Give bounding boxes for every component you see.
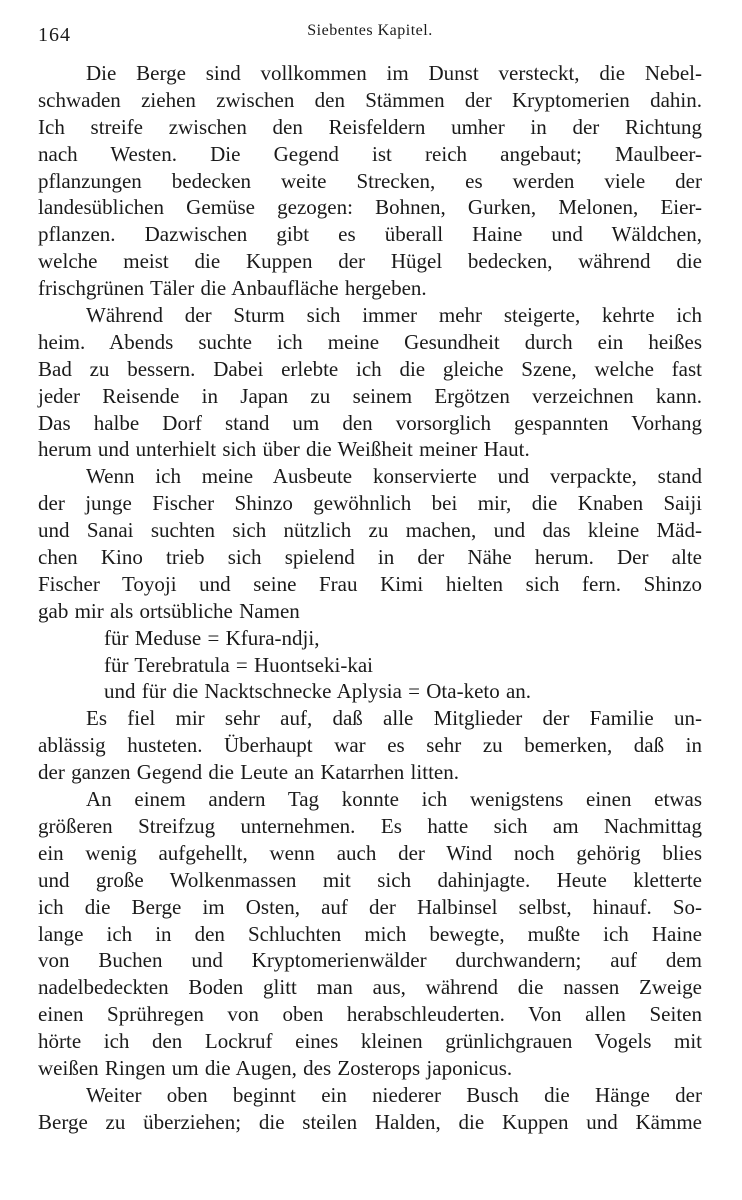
text-line: chen Kino trieb sich spielend in der Nähe herum. Der alte (38, 545, 702, 570)
text-line: Während der Sturm sich immer mehr steigerte, kehrte ich (86, 303, 702, 328)
text-line: ein wenig aufgehellt, wenn auch der Wind noch gehörig blies (38, 840, 702, 865)
text-line: ablässig husteten. Überhaupt war es sehr zu bemerken, daß in (38, 733, 702, 758)
text-line: nach Westen. Die Gegend ist reich angebaut; Maulbeer- (38, 141, 702, 166)
text-line: Ich streife zwischen den Reisfeldern umher in der Richtung (38, 114, 702, 139)
text-line: und große Wolkenmassen mit sich dahinjagte. Heute kletterte (38, 867, 702, 892)
text-line: nadelbedeckten Boden glitt man aus, während die nassen Zweige (38, 975, 702, 1000)
text-line: von Buchen und Kryptomerienwälder durchwandern; auf dem (38, 948, 702, 973)
text-line: Fischer Toyoji und seine Frau Kimi hielten sich fern. Shinzo (38, 571, 702, 596)
text-line: heim. Abends suchte ich meine Gesundheit durch ein heißes (38, 329, 702, 354)
text-line: hörte ich den Lockruf eines kleinen grünlichgrauen Vogels mit (38, 1029, 702, 1054)
text-line: pflanzungen bedecken weite Strecken, es werden viele der (38, 168, 702, 193)
running-head (38, 22, 702, 52)
chapter-title: Siebentes Kapitel. (307, 22, 433, 39)
text-line: An einem andern Tag konnte ich wenigstens einen etwas (86, 787, 702, 812)
text-line: Das halbe Dorf stand um den vorsorglich gespannten Vorhang (38, 410, 702, 435)
paragraph (38, 1082, 702, 1136)
text-line: lange ich in den Schluchten mich bewegte, mußte ich Haine (38, 921, 702, 946)
text-line: und Sanai suchten sich nützlich zu machen, und das kleine Mäd- (38, 518, 702, 543)
paragraph (38, 786, 702, 1082)
text-line: schwaden ziehen zwischen den Stämmen der Kryptomerien dahin. (38, 87, 702, 112)
name-list-entry: für Terebratula = Huontseki-kai (104, 652, 373, 677)
text-line: Berge zu überziehen; die steilen Halden, die Kuppen und Kämme (38, 1109, 702, 1134)
text-line: ich die Berge im Osten, auf der Halbinsel selbst, hinauf. So- (38, 894, 702, 919)
text-line: weißen Ringen um die Augen, des Zosterops japonicus. (38, 1055, 513, 1080)
text-line: landesüblichen Gemüse gezogen: Bohnen, Gurken, Melonen, Eier- (38, 195, 702, 220)
text-line: Es fiel mir sehr auf, daß alle Mitglieder der Familie un- (86, 706, 702, 731)
text-line: Bad zu bessern. Dabei erlebte ich die gleiche Szene, welche fast (38, 356, 702, 381)
text-line: Wenn ich meine Ausbeute konservierte und verpackte, stand (86, 464, 702, 489)
body-text (38, 60, 702, 1136)
text-line: einen Sprühregen von oben herabschleuderten. Von allen Seiten (38, 1002, 702, 1027)
text-line: der junge Fischer Shinzo gewöhnlich bei mir, die Knaben Saiji (38, 491, 702, 516)
paragraph (38, 60, 702, 302)
page-number: 164 (38, 24, 71, 46)
text-line: Die Berge sind vollkommen im Dunst versteckt, die Nebel- (86, 61, 702, 85)
name-list-entry: für Meduse = Kfura-ndji, (104, 625, 320, 650)
name-list-entry: und für die Nacktschnecke Aplysia = Ota-keto an. (104, 679, 532, 704)
text-line: herum und unterhielt sich über die Weißheit meiner Haut. (38, 437, 530, 462)
paragraph (38, 302, 702, 463)
text-line: jeder Reisende in Japan zu seinem Ergötzen verzeichnen kann. (38, 383, 702, 408)
text-line: Weiter oben beginnt ein niederer Busch die Hänge der (86, 1082, 702, 1107)
text-line: pflanzen. Dazwischen gibt es überall Haine und Wäldchen, (38, 222, 702, 247)
text-line: größeren Streifzug unternehmen. Es hatte sich am Nachmittag (38, 813, 702, 838)
paragraph (38, 705, 702, 786)
text-line: frischgrünen Täler die Anbaufläche hergeben. (38, 276, 427, 301)
text-line: gab mir als ortsübliche Namen (38, 598, 300, 623)
text-line: der ganzen Gegend die Leute an Katarrhen litten. (38, 760, 459, 785)
paragraph (38, 463, 702, 705)
text-line: welche meist die Kuppen der Hügel bedecken, während die (38, 249, 702, 274)
